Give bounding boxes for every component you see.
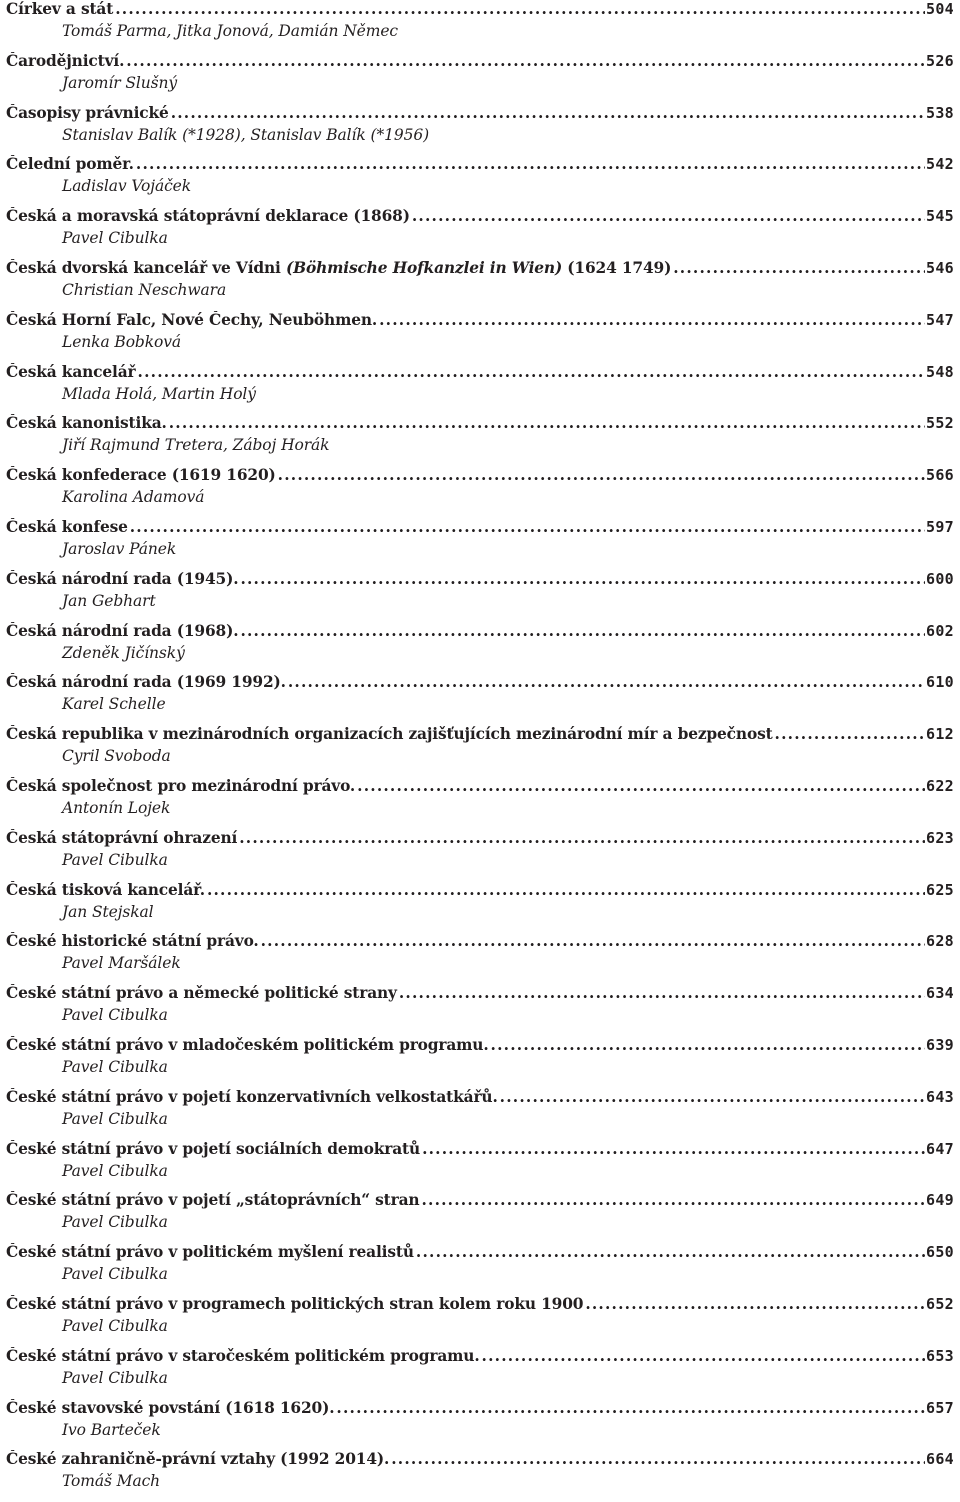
dot-leader — [500, 1088, 925, 1106]
toc-entry-line — [6, 363, 954, 387]
toc-entry-line — [6, 1450, 954, 1474]
toc-entry-title-text: České státní právo v pojetí konzervativních velkostatkářů. — [6, 1087, 498, 1106]
dot-leader — [357, 777, 925, 795]
toc-entry-line — [6, 1399, 954, 1423]
toc-entry-page-number: 547 — [926, 310, 954, 329]
dot-leader — [336, 1399, 925, 1417]
toc-entry[interactable] — [6, 311, 954, 363]
toc-entry-line — [6, 984, 954, 1008]
toc-entry-page-number: 639 — [926, 1035, 954, 1054]
toc-entry-title-text: Česká národní rada (1968). — [6, 621, 239, 640]
toc-entry[interactable] — [6, 207, 954, 259]
toc-entry-page-number: 566 — [926, 466, 954, 485]
toc-entry[interactable] — [6, 155, 954, 207]
dot-leader — [207, 881, 925, 899]
dot-leader — [673, 259, 925, 277]
toc-entry-line — [6, 52, 954, 76]
toc-entry-line — [6, 673, 954, 697]
toc-entry-title — [6, 466, 276, 484]
toc-entry-page-number: 653 — [926, 1346, 954, 1365]
toc-entry-author: Pavel Cibulka — [62, 850, 168, 869]
toc-entry-title-text: České stavovské povstání (1618 1620). — [6, 1398, 335, 1417]
toc-entry-title — [6, 0, 113, 18]
toc-entry-line — [6, 207, 954, 231]
toc-entry-page-number: 526 — [926, 51, 954, 70]
toc-entry-line — [6, 1140, 954, 1164]
toc-entry-line — [6, 155, 954, 179]
toc-entry-line — [6, 1191, 954, 1215]
dot-leader — [261, 932, 925, 950]
toc-entry-title — [6, 1450, 389, 1468]
toc-entry-title-italic: (Böhmische Hofkanzlei in Wien) — [285, 258, 563, 277]
toc-entry-title-text: Česká republika v mezinárodních organizacích zajišťujících mezinárodní mír a bezpečnost — [6, 725, 773, 744]
toc-entry-title — [6, 1243, 414, 1261]
toc-entry-title — [6, 673, 286, 691]
toc-entry-title — [6, 570, 238, 588]
toc-entry-line — [6, 1088, 954, 1112]
toc-entry-title-text: Česká tisková kancelář. — [6, 880, 205, 899]
toc-entry-title — [6, 311, 377, 329]
toc-entry-author: Pavel Cibulka — [62, 1316, 168, 1335]
toc-entry-title-text: České historické státní právo. — [6, 932, 259, 951]
toc-entry-title-text: Česká konfederace (1619 1620) — [6, 466, 276, 485]
toc-entry-title-text: Čelední poměr. — [6, 155, 134, 174]
dot-leader — [585, 1295, 925, 1313]
toc-entry-line — [6, 518, 954, 542]
toc-entry-title — [6, 1036, 489, 1054]
toc-entry-title — [6, 414, 167, 432]
toc-entry[interactable] — [6, 414, 954, 466]
dot-leader — [412, 207, 925, 225]
toc-entry-title — [6, 881, 205, 899]
toc-entry-author: Tomáš Parma, Jitka Jonová, Damián Němec — [62, 22, 398, 40]
toc-entry[interactable] — [6, 52, 954, 104]
toc-entry-title-text: České státní právo v mladočeském politickém programu. — [6, 1035, 489, 1054]
toc-entry-line — [6, 1295, 954, 1319]
dot-leader — [379, 311, 925, 329]
toc-entry-author: Stanislav Balík (*1928), Stanislav Balík (*1956) — [62, 125, 430, 144]
toc-entry-title-text: Čarodějnictví. — [6, 51, 125, 70]
toc-entry[interactable] — [6, 466, 954, 518]
toc-entry-line — [6, 881, 954, 905]
toc-entry[interactable] — [6, 104, 954, 156]
toc-entry-author: Cyril Svoboda — [62, 747, 171, 766]
toc-entry-page-number: 610 — [926, 673, 954, 692]
toc-entry[interactable] — [6, 984, 954, 1036]
toc-entry-page-number: 552 — [926, 414, 954, 433]
toc-entry-page-number: 649 — [926, 1191, 954, 1210]
toc-entry-page-number: 545 — [926, 207, 954, 226]
toc-entry-title-text: České státní právo a německé politické strany — [6, 984, 397, 1003]
toc-entry-page-number: 602 — [926, 621, 954, 640]
dot-leader — [482, 1347, 925, 1365]
toc-entry-author: Pavel Cibulka — [62, 229, 168, 248]
toc-entry-page-number: 623 — [926, 828, 954, 847]
toc-entry-line — [6, 570, 954, 594]
toc-entry-title — [6, 207, 410, 225]
toc-entry-author: Tomáš Mach — [62, 1472, 161, 1491]
dot-leader — [130, 518, 925, 536]
dot-leader — [239, 829, 925, 847]
toc-entry-page-number: 650 — [926, 1243, 954, 1262]
dot-leader — [391, 1450, 925, 1468]
toc-entry-title — [6, 622, 238, 640]
toc-entry-title — [6, 1088, 498, 1106]
toc-entry-title-text: České státní právo v politickém myšlení realistů — [6, 1243, 414, 1262]
toc-entry-author: Pavel Cibulka — [62, 1265, 168, 1284]
toc-entry[interactable] — [6, 1295, 954, 1347]
toc-entry[interactable] — [6, 1140, 954, 1192]
toc-entry-author: Zdeněk Jičínský — [62, 643, 185, 662]
dot-leader — [491, 1036, 925, 1054]
toc-entry-title — [6, 1295, 583, 1313]
toc-entry-line — [6, 311, 954, 335]
toc-entry-title-suffix: (1624 1749) — [567, 258, 672, 277]
toc-entry-author: Pavel Cibulka — [62, 1057, 168, 1076]
toc-entry-page-number: 657 — [926, 1398, 954, 1417]
toc-entry-author: Mlada Holá, Martin Holý — [62, 384, 256, 403]
toc-entry-author: Antonín Lojek — [62, 798, 171, 817]
toc-entry-author: Jiří Rajmund Tretera, Záboj Horák — [62, 436, 330, 455]
toc-entry-page-number: 546 — [926, 258, 954, 277]
dot-leader — [138, 363, 925, 381]
toc-entry-line — [6, 777, 954, 801]
dot-leader — [171, 104, 925, 122]
dot-leader — [278, 466, 925, 484]
toc-entry-title-text: České státní právo v programech politických stran kolem roku 1900 — [6, 1294, 584, 1313]
toc-entry-title — [6, 932, 259, 950]
toc-entry-title-text: Česká konfese — [6, 517, 128, 536]
toc-entry-page-number: 634 — [926, 984, 954, 1003]
toc-entry-title-text: Česká kanonistika. — [6, 414, 167, 433]
toc-entry-page-number: 538 — [926, 103, 954, 122]
toc-entry-author: Pavel Cibulka — [62, 1161, 168, 1180]
toc-entry-page-number: 542 — [926, 155, 954, 174]
toc-entry-line — [6, 104, 954, 128]
toc-entry[interactable] — [6, 1243, 954, 1295]
toc-entry-page-number: 625 — [926, 880, 954, 899]
toc-entry-author: Jaromír Slušný — [62, 73, 178, 92]
toc-entry-author: Ladislav Vojáček — [62, 177, 192, 196]
toc-entry-author: Jan Gebhart — [62, 591, 156, 610]
toc-entry[interactable] — [6, 622, 954, 674]
dot-leader — [136, 155, 925, 173]
table-of-contents — [6, 0, 954, 1502]
toc-entry-page-number: 628 — [926, 932, 954, 951]
toc-entry-page-number: 622 — [926, 776, 954, 795]
toc-entry[interactable] — [6, 777, 954, 829]
toc-entry-line — [6, 932, 954, 956]
toc-entry-title-text: Česká dvorská kancelář ve Vídni — [6, 258, 281, 277]
dot-leader — [115, 0, 925, 18]
toc-entry-author: Pavel Cibulka — [62, 1109, 168, 1128]
toc-entry[interactable] — [6, 363, 954, 415]
toc-entry-line — [6, 725, 954, 749]
toc-entry-author: Karolina Adamová — [62, 488, 205, 507]
toc-entry-title-text: Česká a moravská státoprávní deklarace (1868) — [6, 207, 410, 226]
toc-entry-title-text: České státní právo v staročeském politickém programu. — [6, 1346, 480, 1365]
toc-entry-title-text: Česká společnost pro mezinárodní právo. — [6, 776, 356, 795]
dot-leader — [422, 1140, 925, 1158]
toc-entry-page-number: 647 — [926, 1139, 954, 1158]
toc-entry-line — [6, 1243, 954, 1267]
toc-entry-page-number: 643 — [926, 1087, 954, 1106]
toc-entry-line — [6, 622, 954, 646]
toc-entry[interactable] — [6, 1347, 954, 1399]
toc-entry-title — [6, 829, 237, 847]
toc-entry-author: Lenka Bobková — [62, 332, 182, 351]
toc-entry-page-number: 652 — [926, 1294, 954, 1313]
toc-entry-page-number: 548 — [926, 362, 954, 381]
toc-entry[interactable] — [6, 570, 954, 622]
dot-leader — [240, 570, 925, 588]
toc-entry-author: Ivo Barteček — [62, 1420, 161, 1439]
toc-entry[interactable] — [6, 829, 954, 881]
toc-entry-line — [6, 466, 954, 490]
toc-entry-title — [6, 155, 134, 173]
toc-entry[interactable] — [6, 0, 954, 52]
toc-entry[interactable] — [6, 1036, 954, 1088]
toc-entry[interactable] — [6, 881, 954, 933]
toc-entry-author: Pavel Maršálek — [62, 954, 181, 973]
toc-entry-author: Jan Stejskal — [62, 902, 154, 921]
toc-entry-line — [6, 259, 954, 283]
toc-entry-line — [6, 1347, 954, 1371]
toc-entry-author: Christian Neschwara — [62, 280, 227, 299]
toc-entry-author: Pavel Cibulka — [62, 1006, 168, 1025]
toc-entry[interactable] — [6, 725, 954, 777]
toc-entry-title — [6, 259, 671, 277]
toc-entry-title — [6, 1399, 334, 1417]
toc-entry-title-text: Česká národní rada (1969 1992). — [6, 673, 286, 692]
toc-entry-title — [6, 1140, 420, 1158]
toc-entry-author: Pavel Cibulka — [62, 1213, 168, 1232]
toc-entry-title-text: Církev a stát — [6, 0, 114, 18]
toc-entry-page-number: 504 — [926, 0, 954, 18]
toc-entry-line — [6, 829, 954, 853]
toc-entry-line — [6, 1036, 954, 1060]
toc-entry[interactable] — [6, 518, 954, 570]
dot-leader — [169, 414, 925, 432]
dot-leader — [416, 1243, 925, 1261]
dot-leader — [240, 622, 925, 640]
toc-entry-title-text: Česká státoprávní ohrazení — [6, 828, 238, 847]
toc-entry-title — [6, 984, 397, 1002]
dot-leader — [399, 984, 925, 1002]
toc-entry-page-number: 600 — [926, 569, 954, 588]
toc-entry-title — [6, 1191, 419, 1209]
toc-entry-line — [6, 414, 954, 438]
toc-entry-author: Pavel Cibulka — [62, 1368, 168, 1387]
toc-entry[interactable] — [6, 1088, 954, 1140]
toc-entry[interactable] — [6, 932, 954, 984]
toc-entry-page-number: 664 — [926, 1450, 954, 1469]
toc-entry-title — [6, 1347, 480, 1365]
toc-entry-title-text: Česká kancelář — [6, 362, 136, 381]
toc-entry-line — [6, 0, 954, 24]
toc-entry-title — [6, 104, 169, 122]
toc-entry-title-text: Časopisy právnické — [6, 103, 169, 122]
toc-entry[interactable] — [6, 1450, 954, 1502]
dot-leader — [775, 725, 925, 743]
toc-entry-title-text: České státní právo v pojetí sociálních demokratů — [6, 1139, 421, 1158]
toc-entry-title-text: České státní právo v pojetí „státoprávních“ stran — [6, 1191, 420, 1210]
toc-entry-author: Karel Schelle — [62, 695, 166, 714]
toc-entry-title — [6, 725, 773, 743]
toc-entry-title-text: Česká Horní Falc, Nové Čechy, Neuböhmen. — [6, 310, 378, 329]
dot-leader — [421, 1191, 925, 1209]
toc-entry-title — [6, 777, 355, 795]
toc-entry-title — [6, 363, 136, 381]
dot-leader — [288, 673, 925, 691]
toc-entry-page-number: 597 — [926, 517, 954, 536]
toc-entry[interactable] — [6, 1191, 954, 1243]
toc-entry-title — [6, 52, 124, 70]
toc-entry[interactable] — [6, 259, 954, 311]
toc-entry-author: Jaroslav Pánek — [62, 539, 177, 558]
toc-entry-title-text: České zahraničně-právní vztahy (1992 2014). — [6, 1450, 390, 1469]
toc-entry[interactable] — [6, 673, 954, 725]
toc-entry-page-number: 612 — [926, 725, 954, 744]
toc-entry[interactable] — [6, 1399, 954, 1451]
dot-leader — [126, 52, 925, 70]
toc-entry-title-text: Česká národní rada (1945). — [6, 569, 239, 588]
toc-entry-title — [6, 518, 128, 536]
